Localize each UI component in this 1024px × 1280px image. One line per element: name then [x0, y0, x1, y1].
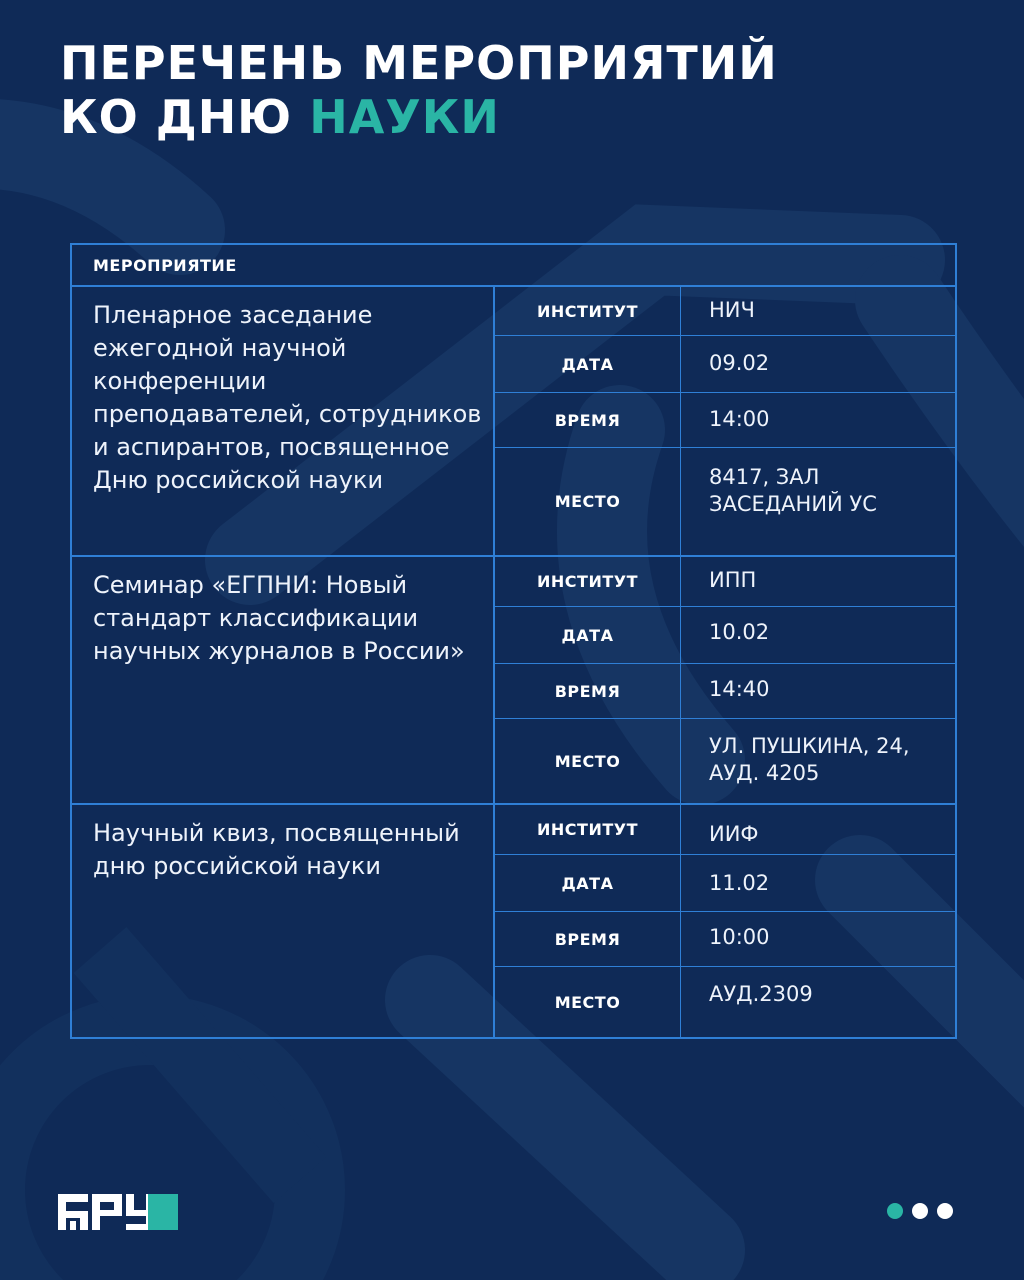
table-header: МЕРОПРИЯТИЕ	[72, 245, 955, 287]
label-institute: ИНСТИТУТ	[495, 805, 681, 854]
value-institute: ИИФ	[709, 822, 759, 846]
detail-row-time	[495, 393, 955, 448]
value-institute: ИПП	[709, 568, 757, 592]
detail-row-place	[495, 967, 955, 1037]
detail-row-time	[495, 664, 955, 719]
detail-row-place	[495, 448, 955, 555]
event-details	[495, 557, 955, 803]
title-line-2-prefix: КО ДНЮ	[60, 90, 293, 144]
university-logo-icon	[58, 1194, 180, 1232]
value-time: 14:40	[709, 677, 770, 701]
detail-row-institute	[495, 557, 955, 607]
value-place: АУД.2309	[709, 982, 813, 1006]
label-place: МЕСТО	[495, 448, 681, 555]
detail-row-institute	[495, 805, 955, 855]
event-name: Пленарное заседание ежегодной научной конференции преподавателей, сотрудников и аспирантов, посвященное Дню российской науки	[72, 287, 495, 555]
value-institute: НИЧ	[709, 298, 755, 322]
detail-row-date	[495, 607, 955, 664]
detail-row-time	[495, 912, 955, 967]
table-row	[72, 805, 955, 1037]
events-table	[70, 243, 957, 1039]
detail-row-place	[495, 719, 955, 803]
label-place: МЕСТО	[495, 719, 681, 803]
pagination-dot-3[interactable]	[937, 1203, 953, 1219]
page-title	[60, 36, 778, 144]
label-date: ДАТА	[495, 607, 681, 663]
event-details	[495, 287, 955, 555]
label-institute: ИНСТИТУТ	[495, 287, 681, 335]
title-line-2	[60, 90, 778, 144]
value-date: 11.02	[709, 871, 770, 895]
value-date: 10.02	[709, 620, 770, 644]
event-name: Научный квиз, посвященный дню российской науки	[72, 805, 495, 1037]
detail-row-date	[495, 336, 955, 393]
label-institute: ИНСТИТУТ	[495, 557, 681, 606]
value-place: УЛ. ПУШКИНА, 24, АУД. 4205	[709, 734, 910, 785]
pagination-dot-2[interactable]	[912, 1203, 928, 1219]
detail-row-date	[495, 855, 955, 912]
value-place: 8417, ЗАЛ ЗАСЕДАНИЙ УС	[709, 465, 877, 516]
title-line-2-accent: НАУКИ	[309, 90, 500, 144]
value-date: 09.02	[709, 351, 770, 375]
pagination-dots	[887, 1203, 953, 1219]
label-place: МЕСТО	[495, 967, 681, 1037]
value-time: 10:00	[709, 925, 770, 949]
event-details	[495, 805, 955, 1037]
label-date: ДАТА	[495, 336, 681, 392]
label-time: ВРЕМЯ	[495, 393, 681, 447]
pagination-dot-1[interactable]	[887, 1203, 903, 1219]
label-date: ДАТА	[495, 855, 681, 911]
table-row	[72, 557, 955, 805]
detail-row-institute	[495, 287, 955, 336]
value-time: 14:00	[709, 407, 770, 431]
event-name: Семинар «ЕГПНИ: Новый стандарт классификации научных журналов в России»	[72, 557, 495, 803]
table-row	[72, 287, 955, 557]
label-time: ВРЕМЯ	[495, 912, 681, 966]
label-time: ВРЕМЯ	[495, 664, 681, 718]
title-line-1: ПЕРЕЧЕНЬ МЕРОПРИЯТИЙ	[60, 36, 778, 90]
